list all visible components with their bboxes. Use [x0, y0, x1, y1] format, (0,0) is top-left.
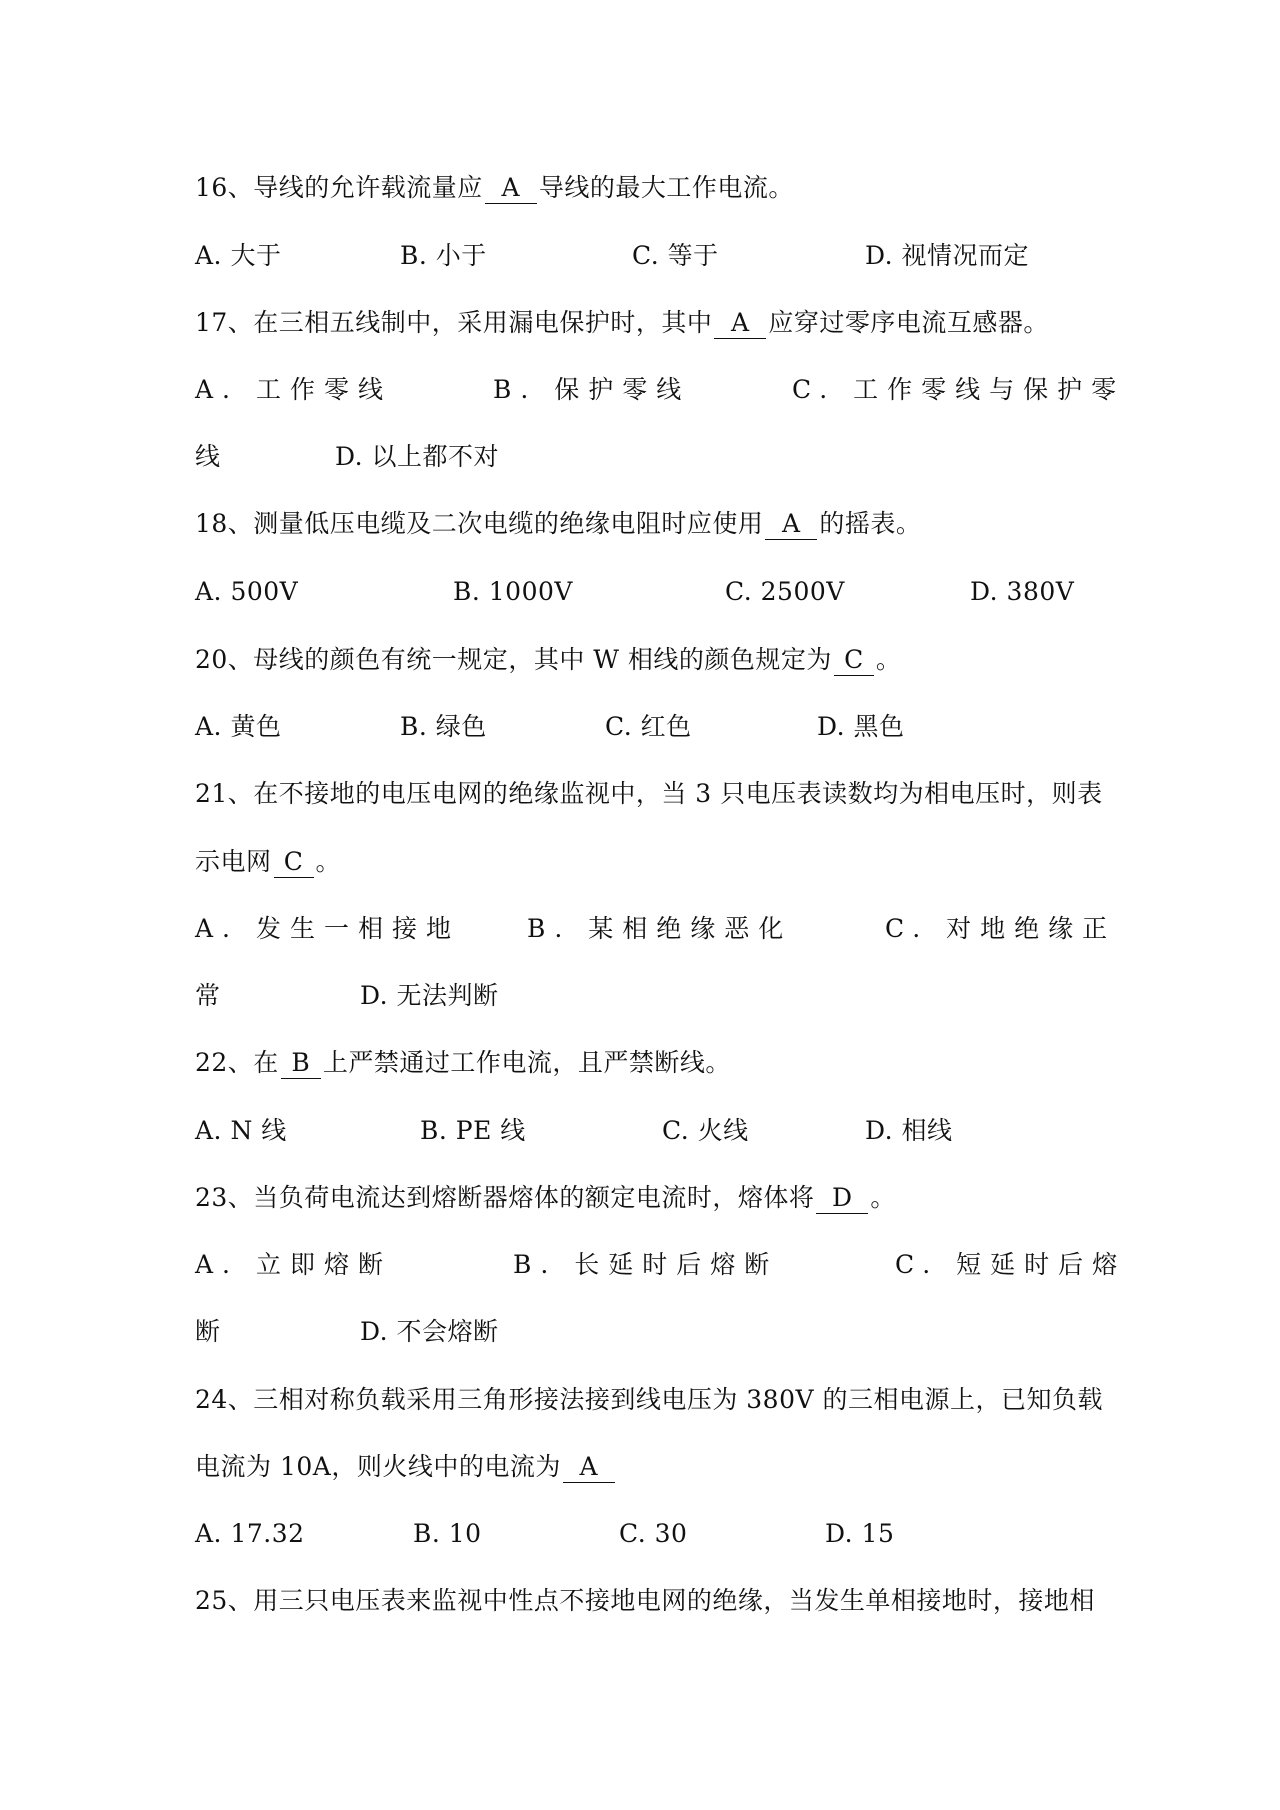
option-a: A. 大于	[195, 241, 282, 270]
answer-blank: A	[714, 308, 766, 339]
option-b: B. 1000V	[453, 577, 573, 606]
answer-blank: D	[816, 1183, 868, 1214]
option-c: C. 工作零线与保护零	[792, 375, 1126, 404]
question-text: 21、在不接地的电压电网的绝缘监视中，当 3 只电压表读数均为相电压时，则表	[195, 779, 1103, 808]
option-d: D. 黑色	[817, 712, 905, 741]
question-text: 应穿过零序电流互感器。	[768, 308, 1049, 337]
option-b: B. 绿色	[400, 712, 487, 741]
option-d: D. 不会熔断	[360, 1317, 499, 1346]
question-text: 18、测量低压电缆及二次电缆的绝缘电阻时应使用	[195, 509, 764, 538]
option-c: C. 2500V	[725, 577, 845, 606]
options-23-cont	[195, 1312, 1095, 1352]
question-text: 17、在三相五线制中，采用漏电保护时，其中	[195, 308, 713, 337]
option-d: D. 380V	[970, 577, 1075, 606]
question-text: 示电网	[195, 847, 272, 876]
option-a: A. 发生一相接地	[195, 914, 460, 943]
option-b: B. PE 线	[420, 1116, 526, 1145]
option-c-cont: 常	[195, 981, 221, 1010]
question-16	[195, 168, 794, 208]
question-text: 25、用三只电压表来监视中性点不接地电网的绝缘，当发生单相接地时，接地相	[195, 1586, 1095, 1615]
question-text: 20、母线的颜色有统一规定，其中 W 相线的颜色规定为	[195, 645, 832, 674]
options-18	[195, 572, 1095, 612]
question-17	[195, 303, 1049, 343]
question-text: 上严禁通过工作电流，且严禁断线。	[322, 1048, 731, 1077]
options-17-cont	[195, 437, 1095, 477]
option-b: B. 保护零线	[493, 375, 691, 404]
options-22	[195, 1111, 1095, 1151]
question-text: 24、三相对称负载采用三角形接法接到线电压为 380V 的三相电源上，已知负载	[195, 1385, 1103, 1414]
answer-blank: B	[281, 1048, 321, 1079]
answer-blank: A	[765, 509, 817, 540]
question-20	[195, 640, 901, 680]
question-text: 。	[315, 847, 342, 876]
question-text: 。	[870, 1183, 896, 1212]
question-18	[195, 504, 921, 544]
question-text: 。	[875, 645, 902, 674]
option-d: D. 相线	[865, 1116, 953, 1145]
option-a: A. N 线	[195, 1116, 287, 1145]
answer-blank: C	[834, 645, 874, 676]
option-c: C. 30	[619, 1519, 688, 1548]
option-d: D. 无法判断	[360, 981, 499, 1010]
options-20	[195, 707, 1095, 747]
option-d: D. 以上都不对	[335, 442, 500, 471]
option-c: C. 红色	[605, 712, 692, 741]
option-b: B. 长延时后熔断	[513, 1250, 779, 1279]
option-c: C. 火线	[662, 1116, 749, 1145]
option-a: A. 工作零线	[195, 375, 392, 404]
option-a: A. 500V	[195, 577, 299, 606]
option-b: B. 小于	[400, 241, 487, 270]
answer-blank: A	[485, 173, 537, 204]
option-a: A. 17.32	[195, 1519, 305, 1548]
option-c: C. 对地绝缘正	[885, 914, 1117, 943]
options-16	[195, 236, 1095, 276]
answer-blank: A	[563, 1452, 615, 1483]
question-text: 的摇表。	[819, 509, 922, 538]
option-c: C. 等于	[632, 241, 719, 270]
option-c-cont: 线	[195, 442, 221, 471]
question-text: 23、当负荷电流达到熔断器熔体的额定电流时，熔体将	[195, 1183, 815, 1212]
option-c-cont: 断	[195, 1317, 221, 1346]
question-25	[195, 1581, 1095, 1621]
question-21-cont	[195, 842, 341, 882]
options-21	[195, 909, 1117, 949]
options-23	[195, 1245, 1127, 1285]
question-text: 16、导线的允许载流量应	[195, 173, 483, 202]
option-a: A. 黄色	[195, 712, 282, 741]
options-17	[195, 370, 1126, 410]
question-22	[195, 1043, 731, 1083]
question-24	[195, 1380, 1103, 1420]
options-21-cont	[195, 976, 1095, 1016]
options-24	[195, 1514, 1095, 1554]
question-24-cont	[195, 1447, 617, 1487]
question-text: 22、在	[195, 1048, 279, 1077]
option-d: D. 15	[825, 1519, 895, 1548]
answer-blank: C	[274, 847, 314, 878]
option-c: C. 短延时后熔	[895, 1250, 1127, 1279]
question-23	[195, 1178, 896, 1218]
option-a: A. 立即熔断	[195, 1250, 392, 1279]
option-b: B. 10	[413, 1519, 482, 1548]
question-text: 导线的最大工作电流。	[538, 173, 794, 202]
question-text: 电流为 10A，则火线中的电流为	[195, 1452, 561, 1481]
question-21	[195, 774, 1103, 814]
option-d: D. 视情况而定	[865, 241, 1030, 270]
option-b: B. 某相绝缘恶化	[527, 914, 793, 943]
